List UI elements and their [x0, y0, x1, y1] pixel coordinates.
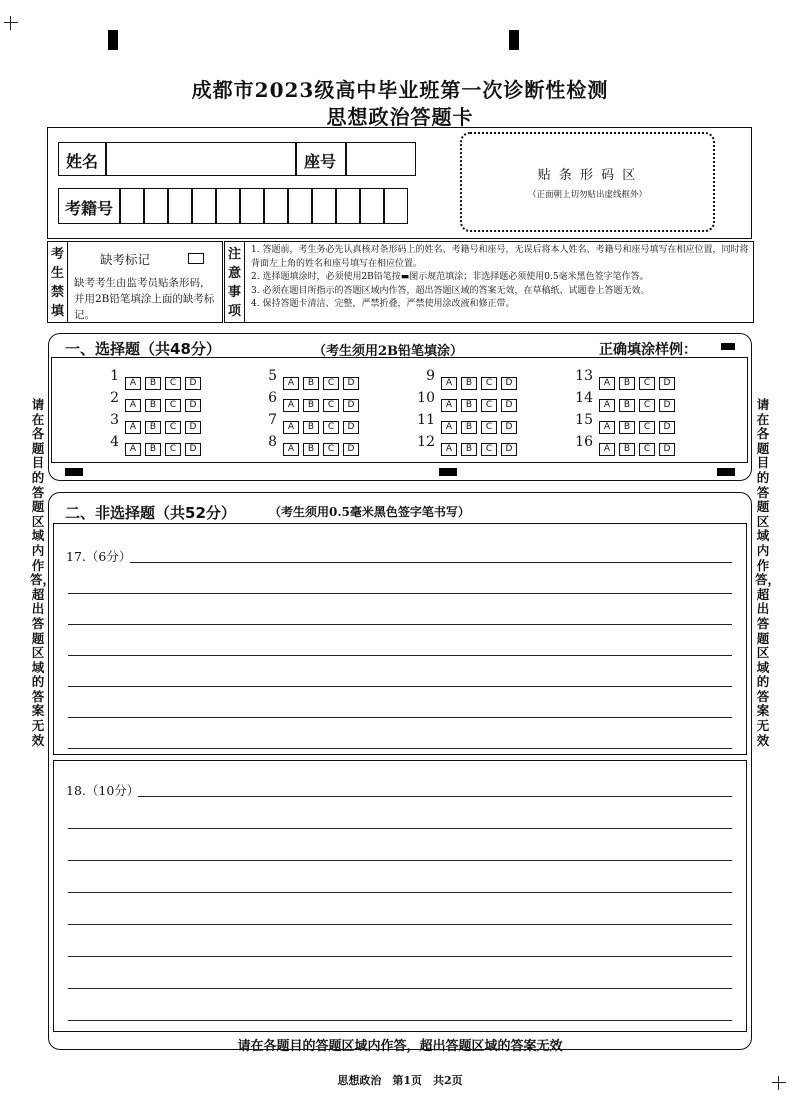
answer-line: [68, 988, 732, 989]
q6-option-b-bubble[interactable]: B: [303, 399, 319, 412]
bottom-warning: 请在各题目的答题区域内作答，超出答题区域的答案无效: [237, 1039, 563, 1054]
timing-mark-left: [65, 468, 83, 476]
note-item-1: 1. 答题前，考生务必先认真核对条形码上的姓名、考籍号和座号，无误后将本人姓名、考籍号和座号填写在相应位置，同时将背面左上角的姓名和座号填写在相应位置。: [251, 245, 749, 269]
q9-option-a-bubble[interactable]: A: [441, 377, 457, 390]
seat-field[interactable]: [346, 142, 416, 176]
page-subtitle: 思想政治答题卡: [326, 105, 474, 129]
q4-option-a-bubble[interactable]: A: [125, 443, 141, 456]
q6-option-a-bubble[interactable]: A: [283, 399, 299, 412]
q3-option-d-bubble[interactable]: D: [185, 421, 201, 434]
absent-checkbox[interactable]: [188, 253, 204, 264]
question-5-options: [283, 370, 363, 390]
q17-label: 17.（6分）: [66, 549, 132, 564]
q10-option-b-bubble[interactable]: B: [461, 399, 477, 412]
question-number-4: 4: [110, 434, 119, 450]
q4-option-c-bubble[interactable]: C: [165, 443, 181, 456]
absent-section: [47, 241, 223, 323]
q3-option-b-bubble[interactable]: B: [145, 421, 161, 434]
q7-option-b-bubble[interactable]: B: [303, 421, 319, 434]
absent-text: 缺考考生由监考员贴条形码，并用2B铅笔填涂上面的缺考标记。: [74, 277, 215, 321]
question-2-options: [125, 392, 205, 412]
q8-option-a-bubble[interactable]: A: [283, 443, 299, 456]
q15-option-a-bubble[interactable]: A: [599, 421, 615, 434]
q1-option-a-bubble[interactable]: A: [125, 377, 141, 390]
q5-option-a-bubble[interactable]: A: [283, 377, 299, 390]
sample-label: 正确填涂样例：: [599, 342, 697, 358]
answer-line: [68, 624, 732, 625]
q13-option-d-bubble[interactable]: D: [659, 377, 675, 390]
side-warning-right: 请在各题目的答题区域内作答，超出答题区域的答案无效: [755, 397, 781, 748]
answer-line: [68, 828, 732, 829]
q13-option-b-bubble[interactable]: B: [619, 377, 635, 390]
q10-option-c-bubble[interactable]: C: [481, 399, 497, 412]
q18-label: 18.（10分）: [66, 783, 140, 798]
choice-instruction: （考生须用2B铅笔填涂）: [313, 344, 464, 359]
q14-option-a-bubble[interactable]: A: [599, 399, 615, 412]
barcode-note: （正面朝上切勿贴出虚线框外）: [527, 190, 647, 200]
question-number-8: 8: [268, 434, 277, 450]
question-11-options: [441, 414, 521, 434]
seat-label: 座号: [304, 152, 337, 171]
answer-line: [68, 956, 732, 957]
q16-option-a-bubble[interactable]: A: [599, 443, 615, 456]
question-8-options: [283, 436, 363, 456]
q14-option-d-bubble[interactable]: D: [659, 399, 675, 412]
question-number-1: 1: [110, 368, 119, 384]
q5-option-c-bubble[interactable]: C: [323, 377, 339, 390]
registration-mark-left: [108, 30, 118, 50]
q3-option-c-bubble[interactable]: C: [165, 421, 181, 434]
question-4-options: [125, 436, 205, 456]
q6-option-c-bubble[interactable]: C: [323, 399, 339, 412]
absent-side-label: 考生禁填: [48, 242, 68, 322]
info-section: [47, 127, 752, 239]
q4-option-b-bubble[interactable]: B: [145, 443, 161, 456]
answer-line: [68, 1020, 732, 1021]
q7-option-c-bubble[interactable]: C: [323, 421, 339, 434]
exam-id-digit-cell[interactable]: [216, 188, 240, 224]
question-number-14: 14: [575, 390, 593, 406]
question-9-options: [441, 370, 521, 390]
q8-option-d-bubble[interactable]: D: [343, 443, 359, 456]
exam-id-digit-cell[interactable]: [312, 188, 336, 224]
q11-option-b-bubble[interactable]: B: [461, 421, 477, 434]
question-12-options: [441, 436, 521, 456]
q8-option-b-bubble[interactable]: B: [303, 443, 319, 456]
question-10-options: [441, 392, 521, 412]
notes-section: [224, 241, 754, 323]
answer-line: [68, 892, 732, 893]
answer-line: [68, 924, 732, 925]
exam-id-digit-cell[interactable]: [144, 188, 168, 224]
q7-option-d-bubble[interactable]: D: [343, 421, 359, 434]
exam-id-digit-cell[interactable]: [288, 188, 312, 224]
answer-line: [130, 562, 732, 563]
answer-line: [68, 686, 732, 687]
nonchoice-title: 二、非选择题（共52分）: [65, 504, 236, 522]
exam-id-digit-cell[interactable]: [240, 188, 264, 224]
absent-title: 缺考标记: [100, 252, 151, 267]
q6-option-d-bubble[interactable]: D: [343, 399, 359, 412]
q7-option-a-bubble[interactable]: A: [283, 421, 299, 434]
q14-option-b-bubble[interactable]: B: [619, 399, 635, 412]
q3-option-a-bubble[interactable]: A: [125, 421, 141, 434]
q12-option-a-bubble[interactable]: A: [441, 443, 457, 456]
exam-id-digit-cell[interactable]: [384, 188, 408, 224]
question-number-10: 10: [417, 390, 435, 406]
q2-option-d-bubble[interactable]: D: [185, 399, 201, 412]
page-footer: 思想政治 第1页 共2页: [337, 1074, 463, 1087]
q10-option-a-bubble[interactable]: A: [441, 399, 457, 412]
q15-option-b-bubble[interactable]: B: [619, 421, 635, 434]
answer-line: [68, 717, 732, 718]
question-7-options: [283, 414, 363, 434]
q12-option-c-bubble[interactable]: C: [481, 443, 497, 456]
answer-line: [68, 593, 732, 594]
question-number-9: 9: [426, 368, 435, 384]
question-number-2: 2: [110, 390, 119, 406]
q2-option-b-bubble[interactable]: B: [145, 399, 161, 412]
q5-option-b-bubble[interactable]: B: [303, 377, 319, 390]
q1-option-c-bubble[interactable]: C: [165, 377, 181, 390]
sample-fill-mark: [721, 343, 735, 350]
exam-id-digit-cell[interactable]: [192, 188, 216, 224]
q13-option-c-bubble[interactable]: C: [639, 377, 655, 390]
question-1-options: [125, 370, 205, 390]
name-label: 姓名: [66, 152, 99, 171]
question-number-5: 5: [268, 368, 277, 384]
answer-line: [138, 796, 732, 797]
q15-option-c-bubble[interactable]: C: [639, 421, 655, 434]
note-item-3: 3. 必须在题目所指示的答题区域内作答，超出答题区域的答案无效，在草稿纸、试题卷上答题无效。: [251, 285, 650, 296]
q10-option-d-bubble[interactable]: D: [501, 399, 517, 412]
q16-option-b-bubble[interactable]: B: [619, 443, 635, 456]
q14-option-c-bubble[interactable]: C: [639, 399, 655, 412]
exam-id-digit-cell[interactable]: [168, 188, 192, 224]
question-6-options: [283, 392, 363, 412]
side-warning-left: 请在各题目的答题区域内作答，超出答题区域的答案无效: [30, 397, 56, 748]
q11-option-a-bubble[interactable]: A: [441, 421, 457, 434]
notes-side-label: 注意事项: [225, 242, 245, 322]
answer-line: [68, 860, 732, 861]
timing-mark-right: [717, 468, 735, 476]
q8-option-c-bubble[interactable]: C: [323, 443, 339, 456]
question-14-options: [599, 392, 679, 412]
q1-option-d-bubble[interactable]: D: [185, 377, 201, 390]
barcode-title: 贴 条 形 码 区: [537, 168, 638, 183]
q16-option-d-bubble[interactable]: D: [659, 443, 675, 456]
timing-mark-center: [439, 468, 457, 476]
name-field[interactable]: [106, 142, 296, 176]
q13-option-a-bubble[interactable]: A: [599, 377, 615, 390]
exam-id-digit-cell[interactable]: [120, 188, 144, 224]
q1-option-b-bubble[interactable]: B: [145, 377, 161, 390]
q15-option-d-bubble[interactable]: D: [659, 421, 675, 434]
choice-title: 一、选择题（共48分）: [65, 340, 221, 358]
crosshair-top-left: [4, 16, 18, 30]
q11-option-c-bubble[interactable]: C: [481, 421, 497, 434]
note-item-2: 2. 选择题填涂时，必须使用2B铅笔按▬图示规范填涂；非选择题必须使用0.5毫米黑色签字笔作答。: [251, 272, 649, 283]
question-15-options: [599, 414, 679, 434]
q11-option-d-bubble[interactable]: D: [501, 421, 517, 434]
question-number-6: 6: [268, 390, 277, 406]
page-title: 成都市2023级高中毕业班第一次诊断性检测: [191, 78, 609, 102]
question-number-13: 13: [575, 368, 593, 384]
q16-option-c-bubble[interactable]: C: [639, 443, 655, 456]
q5-option-d-bubble[interactable]: D: [343, 377, 359, 390]
exam-id-digit-cell[interactable]: [264, 188, 288, 224]
notes-list: [251, 244, 751, 312]
registration-mark-right: [509, 30, 519, 50]
note-item-4: 4. 保持答题卡清洁、完整，严禁折叠，严禁使用涂改液和修正带。: [251, 299, 515, 310]
q9-option-b-bubble[interactable]: B: [461, 377, 477, 390]
choice-section: [48, 333, 752, 481]
exam-id-digit-cell[interactable]: [360, 188, 384, 224]
q2-option-c-bubble[interactable]: C: [165, 399, 181, 412]
q18-answer-area[interactable]: [53, 760, 747, 1032]
answer-line: [68, 655, 732, 656]
q17-answer-area[interactable]: [53, 523, 747, 755]
answer-line: [68, 748, 732, 749]
question-number-7: 7: [268, 412, 277, 428]
question-number-15: 15: [575, 412, 593, 428]
question-13-options: [599, 370, 679, 390]
question-number-16: 16: [575, 434, 593, 450]
question-number-3: 3: [110, 412, 119, 428]
question-number-11: 11: [417, 412, 435, 428]
q12-option-d-bubble[interactable]: D: [501, 443, 517, 456]
question-3-options: [125, 414, 205, 434]
q12-option-b-bubble[interactable]: B: [461, 443, 477, 456]
barcode-area: [460, 132, 715, 232]
exam-id-digit-cell[interactable]: [336, 188, 360, 224]
nonchoice-instruction: （考生须用0.5毫米黑色签字笔书写）: [269, 505, 470, 519]
question-number-12: 12: [417, 434, 435, 450]
question-16-options: [599, 436, 679, 456]
exam-id-label: 考籍号: [65, 199, 114, 218]
q2-option-a-bubble[interactable]: A: [125, 399, 141, 412]
q9-option-c-bubble[interactable]: C: [481, 377, 497, 390]
q4-option-d-bubble[interactable]: D: [185, 443, 201, 456]
q9-option-d-bubble[interactable]: D: [501, 377, 517, 390]
